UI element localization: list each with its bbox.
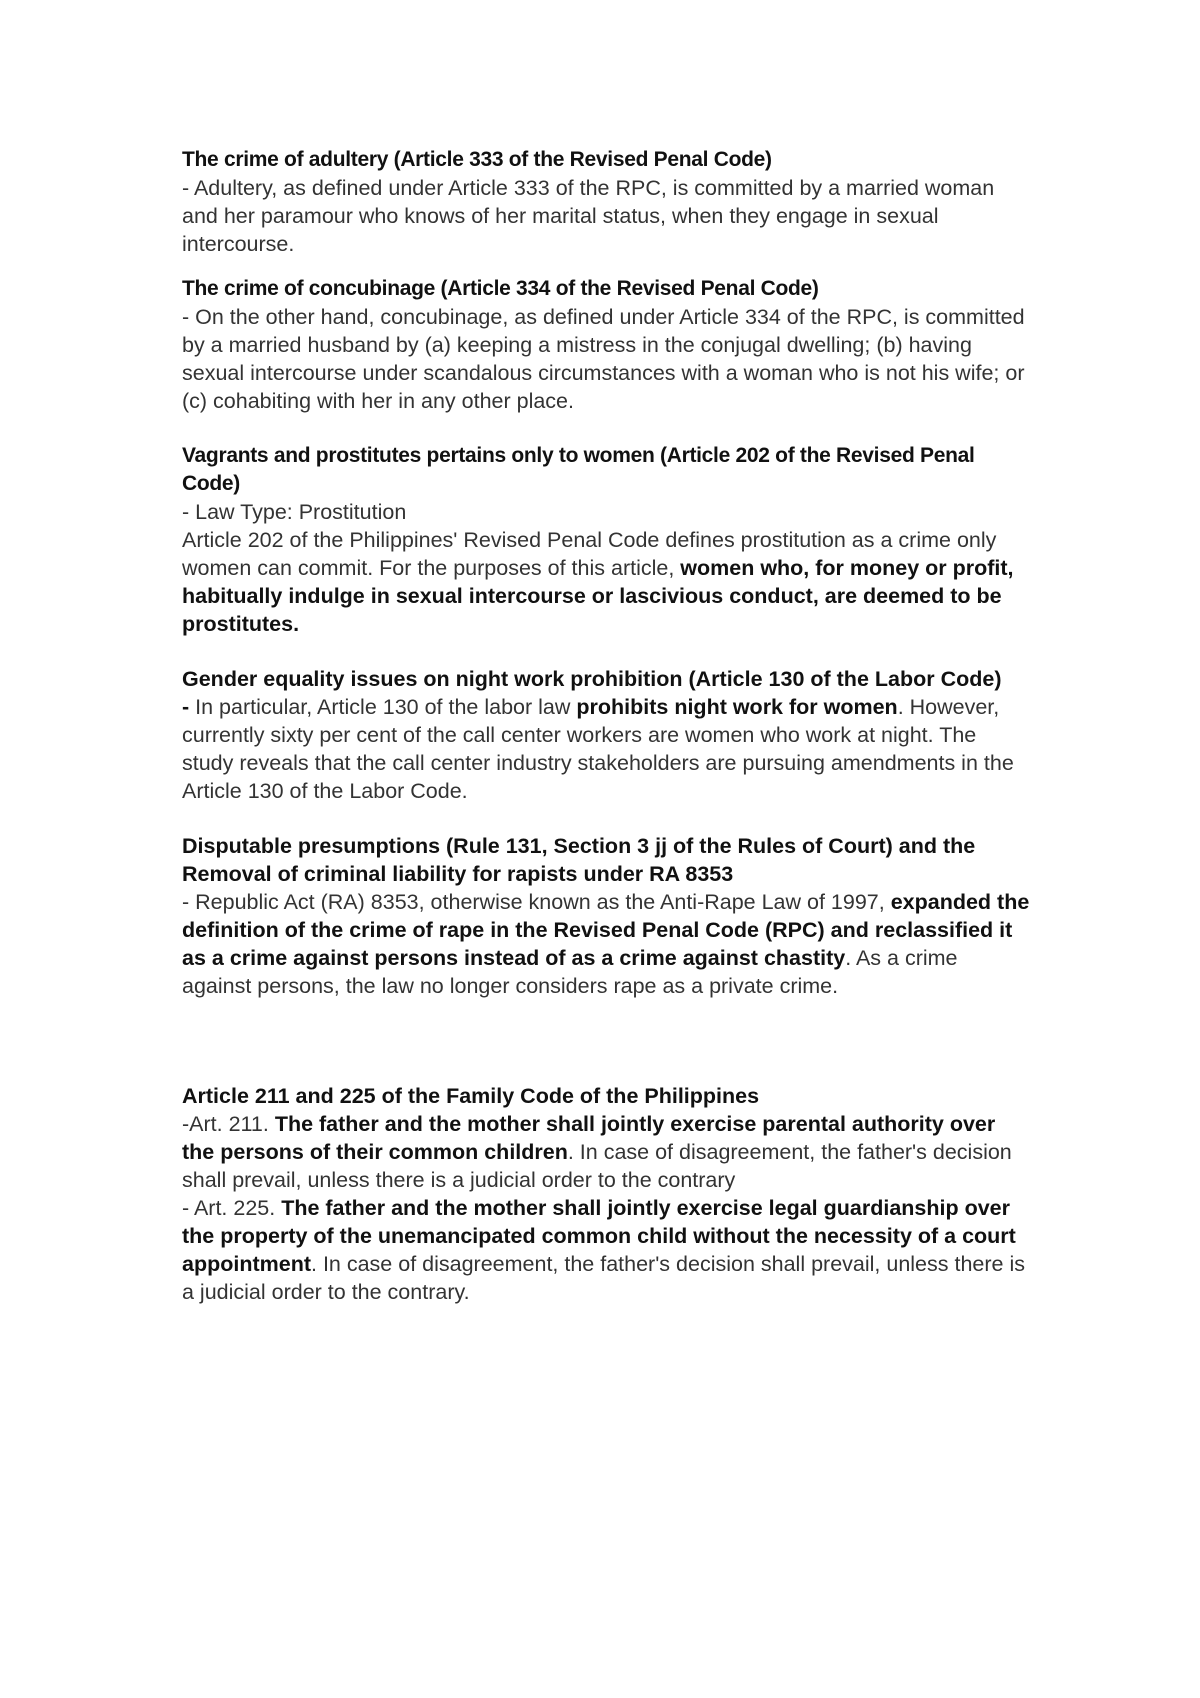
vagrants-bold-text: women who, for money or profit, habitually indulge in sexual intercourse or lascivious conduct, are deemed to be prostitutes. (182, 556, 1014, 636)
dash: - (182, 176, 194, 200)
section-vagrants (182, 442, 1032, 638)
vagrants-text: Article 202 of the Philippines' Revised Penal Code defines prostitution as a crime only women can commit. For the purposes of this article, (182, 528, 997, 580)
document-page (182, 146, 1032, 1306)
body-art-211 (182, 1110, 1032, 1194)
law-type-line: - Law Type: Prostitution (182, 500, 407, 524)
body-vagrants (182, 526, 1032, 638)
night-work-text-2: . However, currently sixty per cent of the call center workers are women who work at night. The study reveals that the call center industry stakeholders are pursuing amendments in the Article 130 of the Labor Code. (182, 695, 1014, 803)
heading-concubinage: The crime of concubinage (Article 334 of the Revised Penal Code) (182, 277, 819, 300)
art-225-bold-text: The father and the mother shall jointly exercise legal guardianship over the property of the unemancipated common child without the necessity of a court appointment (182, 1196, 1016, 1276)
section-presumptions (182, 832, 1032, 1000)
concubinage-text: On the other hand, concubinage, as defined under Article 334 of the RPC, is committed by a married husband by (a) keeping a mistress in the conjugal dwelling; (b) having sexual intercourse under scandalous circumstances with a woman who is not his wife; or (c) cohabiting with her in any other place. (182, 305, 1025, 413)
heading-adultery: The crime of adultery (Article 333 of the Revised Penal Code) (182, 148, 772, 171)
heading-night-work: Gender equality issues on night work prohibition (Article 130 of the Labor Code) (182, 667, 1002, 691)
art-211-text: . In case of disagreement, the father's decision shall prevail, unless there is a judicial order to the contrary (182, 1140, 1012, 1192)
section-adultery (182, 146, 1032, 258)
body-concubinage (182, 303, 1032, 415)
dash: - (182, 695, 196, 719)
night-work-text-1: In particular, Article 130 of the labor law (195, 695, 577, 719)
section-concubinage (182, 275, 1032, 415)
presumptions-bold-text: expanded the definition of the crime of rape in the Revised Penal Code (RPC) and reclassified it as a crime against persons instead of as a crime against chastity (182, 890, 1030, 970)
section-night-work (182, 665, 1032, 805)
body-night-work (182, 693, 1032, 805)
dash: - (182, 305, 196, 329)
night-work-bold-text: prohibits night work for women (576, 695, 898, 719)
heading-family-code: Article 211 and 225 of the Family Code of the Philippines (182, 1084, 760, 1108)
art-211-bold-text: The father and the mother shall jointly exercise parental authority over the persons of their common children (182, 1112, 996, 1164)
body-art-225 (182, 1194, 1032, 1306)
heading-vagrants: Vagrants and prostitutes pertains only to women (Article 202 of the Revised Penal Code) (182, 444, 975, 495)
art-225-text: . In case of disagreement, the father's decision shall prevail, unless there is a judicial order to the contrary. (182, 1252, 1025, 1304)
heading-presumptions: Disputable presumptions (Rule 131, Section 3 jj of the Rules of Court) and the Removal of criminal liability for rapists under RA 8353 (182, 834, 976, 886)
section-family-code (182, 1082, 1032, 1306)
adultery-text: Adultery, as defined under Article 333 of the RPC, is committed by a married woman and her paramour who knows of her marital status, when they engage in sexual intercourse. (182, 176, 995, 256)
presumptions-text-2: . As a crime against persons, the law no longer considers rape as a private crime. (182, 946, 958, 998)
body-adultery (182, 174, 1032, 258)
body-presumptions (182, 888, 1032, 1000)
art-211-prefix: -Art. 211. (182, 1112, 275, 1136)
art-225-prefix: - Art. 225. (182, 1196, 282, 1220)
presumptions-text-1: - Republic Act (RA) 8353, otherwise known as the Anti-Rape Law of 1997, (182, 890, 891, 914)
